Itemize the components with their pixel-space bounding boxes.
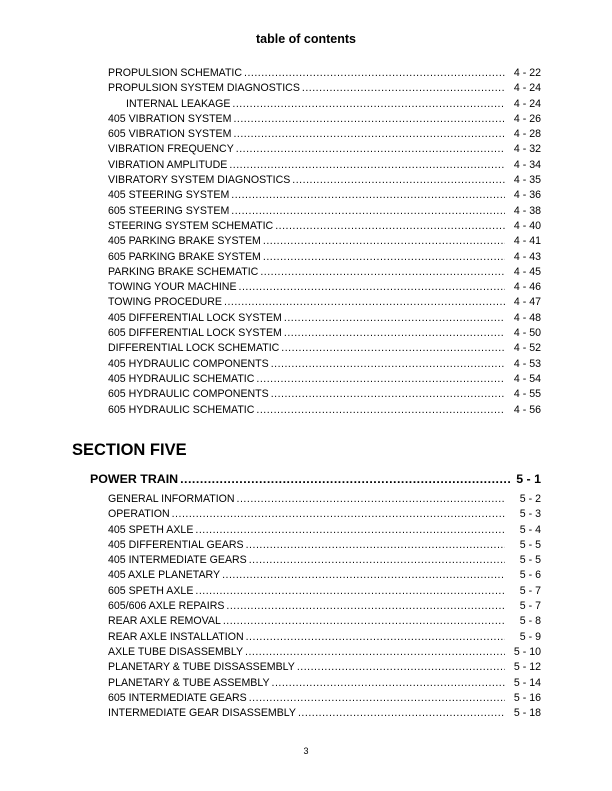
toc-entry[interactable]	[108, 706, 541, 721]
toc-entry-label: REAR AXLE REMOVAL	[108, 615, 221, 628]
toc-entry-page: 4 - 32	[513, 143, 541, 156]
toc-leader-dots	[231, 204, 505, 219]
toc-entry[interactable]	[108, 387, 541, 402]
toc-entry[interactable]	[108, 584, 541, 599]
toc-leader-dots	[233, 112, 505, 127]
toc-entry-page: 4 - 38	[513, 204, 541, 217]
toc-entry-page: 4 - 26	[513, 112, 541, 125]
toc-entry-label: 605 DIFFERENTIAL LOCK SYSTEM	[108, 327, 282, 340]
toc-leader-dots	[222, 568, 505, 583]
toc-entry-page: 4 - 41	[513, 235, 541, 248]
toc-entry-page: 4 - 36	[513, 189, 541, 202]
toc-entry[interactable]	[108, 676, 541, 691]
page-title: table of contents	[255, 32, 356, 46]
toc-entry-label: PARKING BRAKE SCHEMATIC	[108, 265, 259, 278]
toc-entry[interactable]	[108, 372, 541, 387]
toc-entry[interactable]	[108, 204, 541, 219]
toc-entry-label: PROPULSION SYSTEM DIAGNOSTICS	[108, 82, 300, 95]
toc-entry-label: INTERMEDIATE GEAR DISASSEMBLY	[108, 707, 296, 720]
toc-entry-page: 5 - 7	[519, 584, 541, 597]
toc-entry-label: 605 VIBRATION SYSTEM	[108, 128, 232, 141]
toc-entry[interactable]	[108, 142, 541, 157]
toc-entry-page: 4 - 48	[513, 311, 541, 324]
toc-leader-dots	[246, 630, 505, 645]
toc-entry-page: 4 - 45	[513, 265, 541, 278]
toc-leader-dots	[172, 507, 505, 522]
toc-entry-label: TOWING PROCEDURE	[108, 296, 222, 309]
toc-entry[interactable]	[108, 81, 541, 96]
toc-entry-label: VIBRATION AMPLITUDE	[108, 158, 228, 171]
toc-list-section-four	[108, 66, 541, 418]
toc-entry-label: 605 STEERING SYSTEM	[108, 204, 230, 217]
toc-entry-page: 4 - 28	[513, 128, 541, 141]
toc-entry-page: 5 - 6	[519, 569, 541, 582]
toc-entry-label: 405 HYDRAULIC COMPONENTS	[108, 357, 269, 370]
section-heading: SECTION FIVE	[72, 441, 187, 459]
toc-entry-page: 4 - 55	[513, 388, 541, 401]
toc-entry-page: 5 - 5	[519, 554, 541, 567]
toc-leader-dots	[226, 599, 505, 614]
toc-leader-dots	[224, 295, 505, 310]
toc-leader-dots	[236, 142, 505, 157]
toc-leader-dots	[237, 492, 505, 507]
toc-entry[interactable]	[108, 538, 541, 553]
toc-entry-page: 5 - 3	[519, 508, 541, 521]
toc-entry-label: DIFFERENTIAL LOCK SCHEMATIC	[108, 342, 280, 355]
toc-entry-label: PROPULSION SCHEMATIC	[108, 67, 243, 79]
toc-entry[interactable]	[108, 630, 541, 645]
toc-leader-dots	[244, 66, 505, 81]
toc-entry-label: OPERATION	[108, 508, 170, 521]
toc-leader-dots	[239, 280, 505, 295]
toc-leader-dots	[256, 403, 505, 418]
toc-entry[interactable]	[108, 188, 541, 203]
toc-entry-page: 4 - 40	[513, 219, 541, 232]
toc-entry[interactable]	[108, 357, 541, 372]
toc-entry-label: 605 HYDRAULIC SCHEMATIC	[108, 403, 255, 416]
toc-entry-page: 5 - 18	[513, 707, 541, 720]
toc-entry[interactable]	[108, 250, 541, 265]
toc-entry-page: 5 - 16	[513, 691, 541, 704]
toc-entry[interactable]	[108, 568, 541, 583]
toc-entry[interactable]	[108, 326, 541, 341]
toc-entry-page: 4 - 24	[513, 82, 541, 95]
toc-entry[interactable]	[108, 97, 541, 112]
toc-entry-label: 405 SPETH AXLE	[108, 523, 194, 536]
toc-entry-label: TOWING YOUR MACHINE	[108, 281, 237, 294]
toc-leader-dots	[298, 706, 505, 721]
toc-entry[interactable]	[108, 234, 541, 249]
toc-entry-page: 5 - 14	[513, 676, 541, 689]
toc-leader-dots	[272, 676, 505, 691]
toc-entry-label: GENERAL INFORMATION	[108, 493, 235, 505]
toc-entry-page: 4 - 52	[513, 342, 541, 355]
toc-entry-page: 5 - 5	[519, 538, 541, 551]
toc-entry-label: 605/606 AXLE REPAIRS	[108, 600, 225, 613]
toc-entry-label: PLANETARY & TUBE DISSASSEMBLY	[108, 661, 295, 674]
toc-entry[interactable]	[108, 507, 541, 522]
toc-leader-dots	[245, 645, 505, 660]
toc-leader-dots	[229, 158, 505, 173]
toc-entry-label: 405 HYDRAULIC SCHEMATIC	[108, 372, 255, 385]
toc-entry-page: 4 - 22	[513, 67, 541, 79]
toc-entry[interactable]	[108, 553, 541, 568]
toc-entry-label: 405 VIBRATION SYSTEM	[108, 112, 232, 125]
toc-leader-dots	[302, 81, 505, 96]
toc-entry-label: VIBRATORY SYSTEM DIAGNOSTICS	[108, 174, 291, 187]
toc-leader-dots	[260, 265, 505, 280]
toc-entry-label: REAR AXLE INSTALLATION	[108, 630, 244, 643]
toc-leader-dots	[249, 553, 505, 568]
toc-entry-page: 4 - 43	[513, 250, 541, 263]
toc-leader-dots	[275, 219, 505, 234]
toc-entry-page: 4 - 24	[513, 97, 541, 110]
toc-leader-dots	[223, 614, 505, 629]
toc-leader-dots	[284, 326, 505, 341]
toc-entry-page: 4 - 56	[513, 403, 541, 416]
toc-entry-page: 4 - 47	[513, 296, 541, 309]
toc-entry-page: 4 - 53	[513, 357, 541, 370]
toc-entry-label: 405 DIFFERENTIAL GEARS	[108, 538, 244, 551]
toc-leader-dots	[195, 523, 505, 538]
toc-leader-dots	[231, 188, 505, 203]
toc-entry-label: PLANETARY & TUBE ASSEMBLY	[108, 676, 270, 689]
toc-entry-label: 405 DIFFERENTIAL LOCK SYSTEM	[108, 311, 282, 324]
toc-entry[interactable]	[108, 280, 541, 295]
chapter-entry-power-train[interactable]	[90, 472, 541, 486]
toc-entry-page: 5 - 2	[519, 493, 541, 505]
toc-leader-dots	[263, 250, 505, 265]
toc-entry-label: 605 SPETH AXLE	[108, 584, 194, 597]
toc-entry[interactable]	[108, 492, 541, 507]
chapter-label: POWER TRAIN	[90, 472, 179, 486]
toc-entry[interactable]	[108, 645, 541, 660]
toc-entry[interactable]	[108, 311, 541, 326]
toc-leader-dots	[246, 538, 505, 553]
toc-list-section-five	[108, 492, 541, 721]
toc-entry-label: 605 PARKING BRAKE SYSTEM	[108, 250, 261, 263]
toc-leader-dots	[180, 472, 511, 486]
toc-entry[interactable]	[108, 691, 541, 706]
toc-leader-dots	[249, 691, 505, 706]
toc-leader-dots	[195, 584, 505, 599]
toc-entry-label: 605 HYDRAULIC COMPONENTS	[108, 388, 269, 401]
toc-leader-dots	[263, 234, 505, 249]
toc-entry[interactable]	[108, 112, 541, 127]
toc-entry[interactable]	[108, 341, 541, 356]
toc-entry[interactable]	[108, 523, 541, 538]
toc-entry-page: 5 - 4	[519, 523, 541, 536]
toc-entry-label: 405 STEERING SYSTEM	[108, 189, 230, 202]
toc-entry-label: INTERNAL LEAKAGE	[126, 97, 231, 110]
toc-leader-dots	[292, 173, 505, 188]
toc-entry-page: 5 - 10	[513, 645, 541, 658]
toc-leader-dots	[271, 387, 505, 402]
toc-entry[interactable]	[108, 265, 541, 280]
toc-entry-label: VIBRATION FREQUENCY	[108, 143, 234, 156]
toc-entry[interactable]	[108, 173, 541, 188]
toc-entry-page: 4 - 46	[513, 281, 541, 294]
chapter-page: 5 - 1	[516, 472, 541, 486]
toc-entry[interactable]	[108, 66, 541, 81]
toc-leader-dots	[297, 660, 505, 675]
toc-entry-page: 5 - 9	[519, 630, 541, 643]
toc-entry-page: 4 - 50	[513, 327, 541, 340]
toc-entry[interactable]	[108, 599, 541, 614]
toc-leader-dots	[271, 357, 505, 372]
toc-entry-label: 605 INTERMEDIATE GEARS	[108, 691, 247, 704]
toc-leader-dots	[232, 97, 505, 112]
toc-leader-dots	[233, 127, 505, 142]
toc-leader-dots	[281, 341, 505, 356]
toc-entry-label: STEERING SYSTEM SCHEMATIC	[108, 219, 274, 232]
toc-leader-dots	[256, 372, 505, 387]
toc-entry-page: 5 - 8	[519, 615, 541, 628]
toc-entry-page: 4 - 34	[513, 158, 541, 171]
toc-entry[interactable]	[108, 614, 541, 629]
toc-entry-page: 5 - 12	[513, 661, 541, 674]
page-number: 3	[303, 746, 309, 756]
toc-entry-label: 405 AXLE PLANETARY	[108, 569, 221, 582]
toc-entry[interactable]	[108, 295, 541, 310]
toc-entry-page: 4 - 54	[513, 372, 541, 385]
toc-entry[interactable]	[108, 127, 541, 142]
toc-entry-page: 5 - 7	[519, 600, 541, 613]
toc-entry-label: 405 INTERMEDIATE GEARS	[108, 554, 247, 567]
toc-leader-dots	[284, 311, 505, 326]
toc-entry[interactable]	[108, 219, 541, 234]
toc-entry[interactable]	[108, 158, 541, 173]
toc-entry[interactable]	[108, 403, 541, 418]
toc-entry-label: AXLE TUBE DISASSEMBLY	[108, 645, 244, 658]
toc-entry-page: 4 - 35	[513, 174, 541, 187]
toc-entry-label: 405 PARKING BRAKE SYSTEM	[108, 235, 261, 248]
toc-entry[interactable]	[108, 660, 541, 675]
